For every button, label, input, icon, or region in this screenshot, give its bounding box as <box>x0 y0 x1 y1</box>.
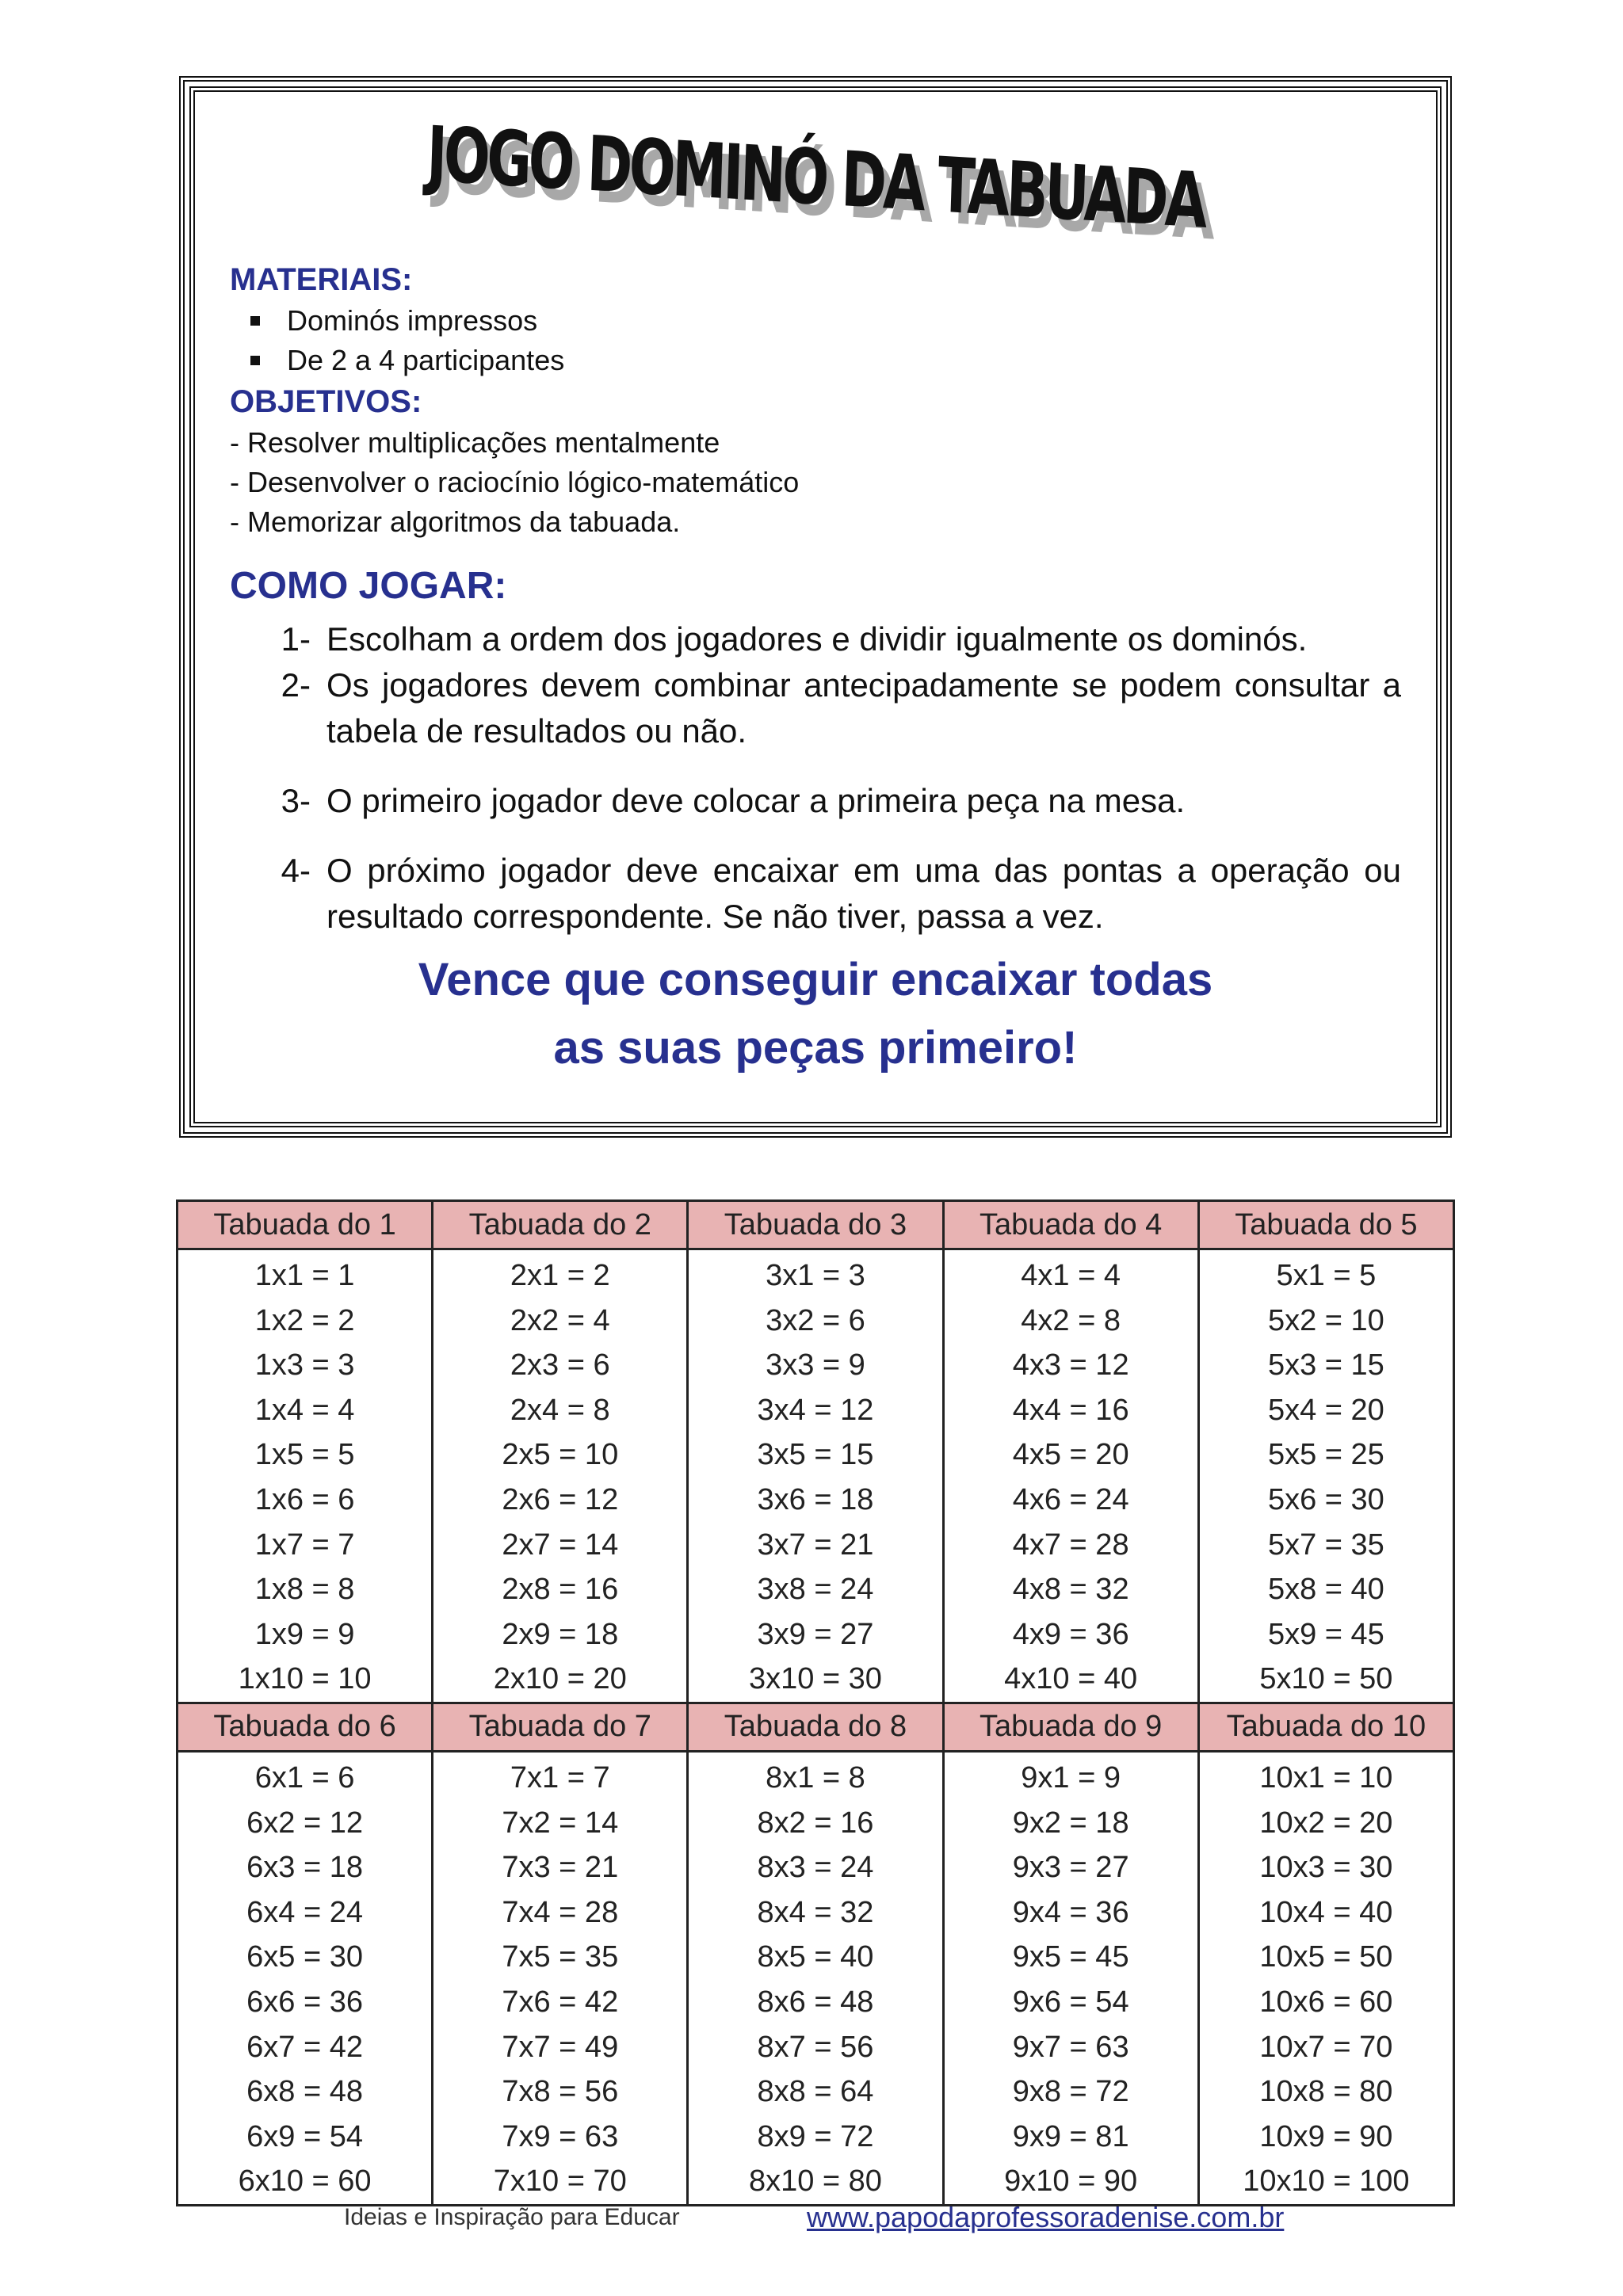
multiplication-fact: 10x5 = 50 <box>1259 1940 1393 1974</box>
multiplication-tables <box>176 1199 1455 2206</box>
multiplication-fact: 6x5 = 30 <box>246 1940 364 1974</box>
multiplication-fact: 5x9 = 45 <box>1267 1617 1384 1651</box>
bullet-square-icon <box>250 316 260 326</box>
multiplication-fact: 8x10 = 80 <box>748 2164 882 2199</box>
multiplication-fact: 4x10 = 40 <box>1004 1662 1138 1696</box>
step-number: 1- <box>281 620 311 658</box>
multiplication-fact: 7x1 = 7 <box>510 1760 610 1794</box>
step-text: O primeiro jogador deve colocar a primeira peça na mesa. <box>327 782 1186 819</box>
table-row <box>178 1249 1454 1703</box>
table-column-header: Tabuada do 10 <box>1198 1703 1453 1751</box>
multiplication-fact: 2x10 = 20 <box>493 1662 627 1696</box>
multiplication-fact: 9x10 = 90 <box>1004 2164 1138 2199</box>
materiais-heading: MATERIAIS: <box>230 262 413 297</box>
table-column-header: Tabuada do 2 <box>433 1201 688 1249</box>
table-column-header: Tabuada do 9 <box>943 1703 1198 1751</box>
multiplication-fact: 7x5 = 35 <box>502 1940 619 1974</box>
multiplication-fact: 4x1 = 4 <box>1021 1259 1121 1292</box>
multiplication-fact: 9x7 = 63 <box>1012 2030 1129 2064</box>
multiplication-fact: 10x4 = 40 <box>1259 1895 1393 1929</box>
page-title: JOGO DOMINÓ DA TABUADA <box>425 109 1206 246</box>
winner-rule-line2: as suas peças primeiro! <box>553 1022 1078 1074</box>
table-cell <box>1198 1751 1453 2205</box>
multiplication-fact: 2x6 = 12 <box>502 1482 619 1516</box>
multiplication-fact: 1x7 = 7 <box>254 1527 355 1562</box>
multiplication-fact: 1x8 = 8 <box>254 1573 355 1607</box>
step-text: Escolham a ordem dos jogadores e dividir igualmente os dominós. <box>327 620 1308 658</box>
multiplication-fact: 8x1 = 8 <box>766 1760 865 1794</box>
table-column-header: Tabuada do 4 <box>943 1201 1198 1249</box>
multiplication-fact: 1x6 = 6 <box>254 1482 355 1516</box>
instructions-frame-inner <box>189 86 1442 1127</box>
multiplication-fact: 3x4 = 12 <box>757 1393 874 1427</box>
multiplication-fact: 8x2 = 16 <box>757 1806 874 1840</box>
objetivo-line: - Memorizar algoritmos da tabuada. <box>230 505 681 538</box>
multiplication-fact: 7x10 = 70 <box>493 2164 627 2199</box>
multiplication-fact: 8x8 = 64 <box>757 2075 874 2109</box>
multiplication-fact: 7x3 = 21 <box>502 1851 619 1885</box>
multiplication-fact: 2x1 = 2 <box>510 1259 610 1292</box>
steps-list <box>230 616 1401 940</box>
multiplication-fact: 9x1 = 9 <box>1021 1760 1121 1794</box>
table-header-row <box>178 1201 1454 1249</box>
objetivos-heading: OBJETIVOS: <box>230 384 422 419</box>
winner-rule-line1: Vence que conseguir encaixar todas <box>418 954 1213 1005</box>
multiplication-fact: 3x5 = 15 <box>757 1438 874 1472</box>
multiplication-fact: 1x3 = 3 <box>254 1348 355 1383</box>
multiplication-fact: 5x2 = 10 <box>1267 1303 1384 1337</box>
list-item <box>250 301 1401 341</box>
multiplication-fact: 6x6 = 36 <box>246 1985 364 2019</box>
multiplication-fact: 10x3 = 30 <box>1259 1851 1393 1885</box>
table-column-header: Tabuada do 5 <box>1198 1201 1453 1249</box>
multiplication-fact: 10x2 = 20 <box>1259 1806 1393 1840</box>
winner-rule <box>230 946 1401 1082</box>
multiplication-fact: 6x8 = 48 <box>246 2075 364 2109</box>
multiplication-fact: 9x9 = 81 <box>1012 2119 1129 2153</box>
multiplication-fact: 5x4 = 20 <box>1267 1393 1384 1427</box>
multiplication-fact: 7x2 = 14 <box>502 1806 619 1840</box>
table-cell <box>688 1249 943 1703</box>
multiplication-fact: 2x8 = 16 <box>502 1573 619 1607</box>
como-jogar-heading: COMO JOGAR: <box>230 565 507 607</box>
table-cell <box>1198 1249 1453 1703</box>
multiplication-fact: 10x8 = 80 <box>1259 2075 1393 2109</box>
multiplication-fact: 7x9 = 63 <box>502 2119 619 2153</box>
multiplication-fact: 10x7 = 70 <box>1259 2030 1393 2064</box>
multiplication-fact: 2x4 = 8 <box>510 1393 610 1427</box>
multiplication-fact: 1x2 = 2 <box>254 1303 355 1337</box>
step-item <box>230 848 1401 940</box>
step-number: 4- <box>281 852 311 889</box>
multiplication-fact: 9x2 = 18 <box>1012 1806 1129 1840</box>
instructions-content <box>230 258 1401 1082</box>
footer-tagline: Ideias e Inspiração para Educar <box>344 2204 680 2230</box>
multiplication-fact: 3x10 = 30 <box>748 1662 882 1696</box>
multiplication-fact: 4x7 = 28 <box>1012 1527 1129 1562</box>
table-column-header: Tabuada do 3 <box>688 1201 943 1249</box>
multiplication-fact: 8x9 = 72 <box>757 2119 874 2153</box>
multiplication-fact: 2x5 = 10 <box>502 1438 619 1472</box>
multiplication-fact: 3x8 = 24 <box>757 1573 874 1607</box>
footer-website-link[interactable]: www.papodaprofessoradenise.com.br <box>807 2201 1285 2233</box>
step-item <box>230 778 1401 824</box>
table-cell <box>943 1249 1198 1703</box>
table-column-header: Tabuada do 7 <box>433 1703 688 1751</box>
list-item-text: Dominós impressos <box>287 304 538 337</box>
multiplication-fact: 8x5 = 40 <box>757 1940 874 1974</box>
multiplication-fact: 9x8 = 72 <box>1012 2075 1129 2109</box>
multiplication-fact: 2x9 = 18 <box>502 1617 619 1651</box>
multiplication-fact: 8x4 = 32 <box>757 1895 874 1929</box>
multiplication-fact: 2x3 = 6 <box>510 1348 610 1383</box>
multiplication-fact: 3x2 = 6 <box>766 1303 865 1337</box>
multiplication-fact: 10x9 = 90 <box>1259 2119 1393 2153</box>
step-text: Os jogadores devem combinar antecipadamente se podem consultar a tabela de resultados ou não. <box>327 666 1401 749</box>
table-cell <box>943 1751 1198 2205</box>
multiplication-fact: 6x2 = 12 <box>246 1806 364 1840</box>
multiplication-fact: 7x4 = 28 <box>502 1895 619 1929</box>
multiplication-fact: 6x10 = 60 <box>238 2164 372 2199</box>
step-number: 2- <box>281 666 311 704</box>
step-text: O próximo jogador deve encaixar em uma das pontas a operação ou resultado correspondente. Se não tiver, passa a vez. <box>327 852 1401 935</box>
table-cell <box>433 1249 688 1703</box>
step-number: 3- <box>281 782 311 819</box>
multiplication-fact: 8x6 = 48 <box>757 1985 874 2019</box>
multiplication-fact: 9x6 = 54 <box>1012 1985 1129 2019</box>
multiplication-fact: 6x1 = 6 <box>254 1760 355 1794</box>
multiplication-fact: 5x10 = 50 <box>1259 1662 1393 1696</box>
multiplication-fact: 2x7 = 14 <box>502 1527 619 1562</box>
multiplication-fact: 1x9 = 9 <box>254 1617 355 1651</box>
list-item <box>250 341 1401 380</box>
multiplication-fact: 8x7 = 56 <box>757 2030 874 2064</box>
table-cell <box>178 1249 433 1703</box>
multiplication-fact: 10x6 = 60 <box>1259 1985 1393 2019</box>
multiplication-fact: 5x3 = 15 <box>1267 1348 1384 1383</box>
multiplication-fact: 5x7 = 35 <box>1267 1527 1384 1562</box>
list-item-text: De 2 a 4 participantes <box>287 344 565 376</box>
multiplication-fact: 3x6 = 18 <box>757 1482 874 1516</box>
multiplication-fact: 5x5 = 25 <box>1267 1438 1384 1472</box>
multiplication-fact: 10x1 = 10 <box>1259 1760 1393 1794</box>
multiplication-fact: 3x9 = 27 <box>757 1617 874 1651</box>
bullet-square-icon <box>250 356 260 365</box>
multiplication-fact: 6x3 = 18 <box>246 1851 364 1885</box>
table-cell <box>178 1751 433 2205</box>
multiplication-fact: 7x7 = 49 <box>502 2030 619 2064</box>
multiplication-fact: 10x10 = 100 <box>1243 2164 1410 2199</box>
multiplication-fact: 9x5 = 45 <box>1012 1940 1129 1974</box>
table-column-header: Tabuada do 6 <box>178 1703 433 1751</box>
objetivo-line: - Desenvolver o raciocínio lógico-matemático <box>230 466 800 498</box>
table-row <box>178 1751 1454 2205</box>
multiplication-fact: 4x9 = 36 <box>1012 1617 1129 1651</box>
instructions-frame <box>179 76 1452 1138</box>
multiplication-fact: 4x5 = 20 <box>1012 1438 1129 1472</box>
multiplication-fact: 1x1 = 1 <box>254 1259 355 1292</box>
multiplication-fact: 5x6 = 30 <box>1267 1482 1384 1516</box>
multiplication-fact: 6x4 = 24 <box>246 1895 364 1929</box>
multiplication-fact: 4x8 = 32 <box>1012 1573 1129 1607</box>
objetivo-line: - Resolver multiplicações mentalmente <box>230 426 720 459</box>
table-column-header: Tabuada do 1 <box>178 1201 433 1249</box>
multiplication-fact: 9x4 = 36 <box>1012 1895 1129 1929</box>
step-item <box>230 662 1401 754</box>
step-item <box>230 616 1401 662</box>
multiplication-fact: 7x8 = 56 <box>502 2075 619 2109</box>
table-cell <box>433 1751 688 2205</box>
multiplication-fact: 4x2 = 8 <box>1021 1303 1121 1337</box>
multiplication-fact: 8x3 = 24 <box>757 1851 874 1885</box>
multiplication-fact: 3x3 = 9 <box>766 1348 865 1383</box>
materiais-list <box>230 301 1401 380</box>
multiplication-fact: 3x7 = 21 <box>757 1527 874 1562</box>
multiplication-fact: 1x10 = 10 <box>238 1662 372 1696</box>
multiplication-fact: 5x1 = 5 <box>1276 1259 1377 1292</box>
multiplication-fact: 9x3 = 27 <box>1012 1851 1129 1885</box>
multiplication-fact: 3x1 = 3 <box>766 1259 865 1292</box>
multiplication-fact: 5x8 = 40 <box>1267 1573 1384 1607</box>
table-column-header: Tabuada do 8 <box>688 1703 943 1751</box>
multiplication-fact: 6x7 = 42 <box>246 2030 364 2064</box>
multiplication-fact: 2x2 = 4 <box>510 1303 610 1337</box>
table-header-row <box>178 1703 1454 1751</box>
multiplication-fact: 4x4 = 16 <box>1012 1393 1129 1427</box>
multiplication-fact: 6x9 = 54 <box>246 2119 364 2153</box>
multiplication-fact: 1x4 = 4 <box>254 1393 355 1427</box>
table-cell <box>688 1751 943 2205</box>
multiplication-fact: 7x6 = 42 <box>502 1985 619 2019</box>
multiplication-fact: 4x3 = 12 <box>1012 1348 1129 1383</box>
multiplication-fact: 4x6 = 24 <box>1012 1482 1129 1516</box>
multiplication-fact: 1x5 = 5 <box>254 1438 355 1472</box>
